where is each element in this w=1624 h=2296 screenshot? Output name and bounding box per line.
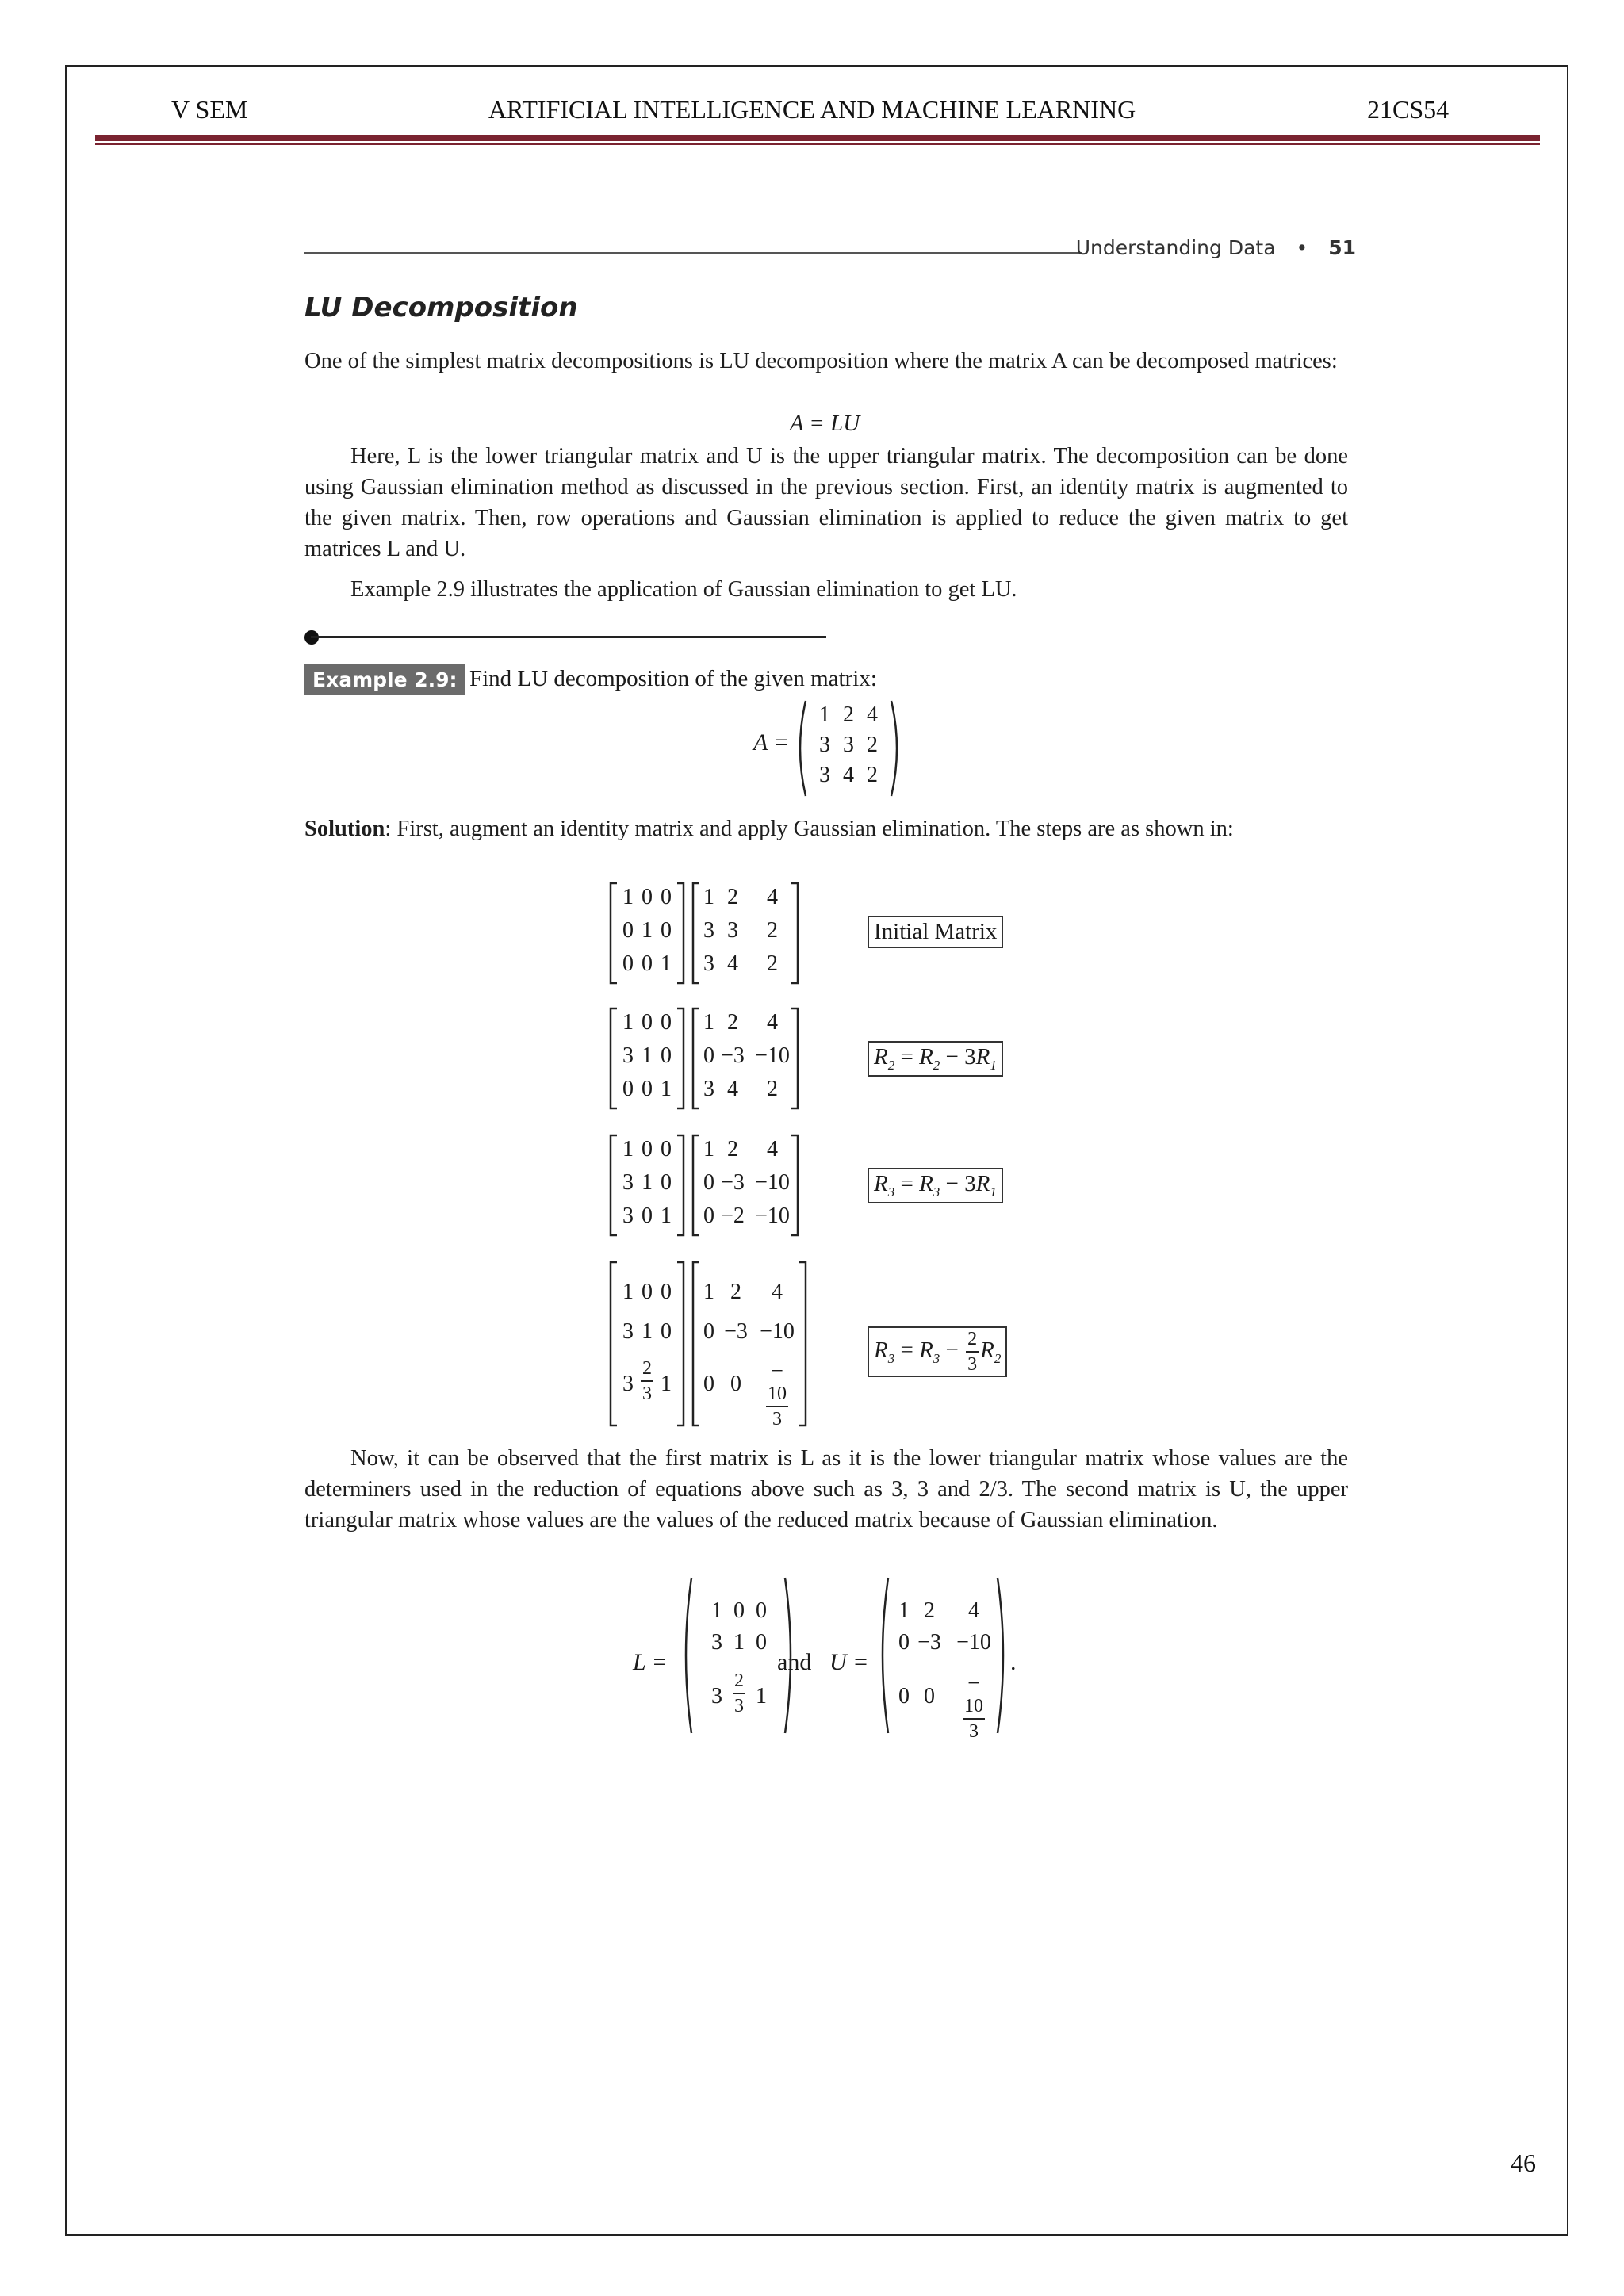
- header-rule: [95, 135, 1540, 141]
- step-3-left-matrix: [607, 1134, 687, 1237]
- matrix-u-cell: 0: [924, 1684, 935, 1709]
- step-left-matrix-cell: 0: [642, 1077, 653, 1101]
- matrix-a-cell: 2: [867, 763, 878, 787]
- step-left-matrix-cell: 1: [661, 951, 672, 976]
- step-right-matrix-cell: 3: [703, 951, 714, 976]
- step-left-matrix-cell: 0: [642, 1280, 653, 1304]
- example-prompt: Find LU decomposition of the given matrix:: [469, 666, 877, 691]
- matrix-a-cell: 3: [843, 733, 854, 757]
- book-page-header: [293, 230, 1356, 265]
- step-3-right-matrix: [690, 1134, 801, 1237]
- step-2-operation: $R_2 = R_2 - 3R_1$: [868, 1041, 1003, 1077]
- paragraph-description: Here, L is the lower triangular matrix and U is the upper triangular matrix. The decomposition can be done using Gaussian elimination method as discussed in the previous section. First, an identity matrix is augmented to the given matrix. Then, row operations and Gaussian elimination is applied to reduce the given matrix to get matrices L and U.: [304, 444, 1348, 561]
- matrix-l-cell: 0: [733, 1598, 745, 1623]
- header-rule-thin: [95, 144, 1540, 145]
- step-left-matrix-cell: 3: [622, 1170, 634, 1195]
- book-chapter-name: Understanding Data: [1075, 236, 1276, 259]
- matrix-l-cell: 1: [733, 1630, 745, 1655]
- step-right-matrix-cell: 4: [727, 951, 738, 976]
- step-right-matrix-cell: −10: [755, 1043, 790, 1068]
- step-1-right-matrix: [690, 882, 801, 985]
- step-4-right-matrix: [690, 1261, 809, 1427]
- step-left-matrix-cell: 0: [622, 1077, 634, 1101]
- step-right-matrix-cell: 4: [767, 1137, 778, 1161]
- book-header-text: [1076, 236, 1356, 259]
- running-header-semester: V SEM: [171, 95, 248, 124]
- step-right-matrix-cell: 4: [772, 1280, 783, 1304]
- step-4-operation: $R_3 = R_3$ − $\frac{2}{3}$ $R_2$: [868, 1326, 1007, 1377]
- running-header-course-code: 21CS54: [1367, 95, 1450, 124]
- step-left-matrix-cell: 1: [622, 1280, 634, 1304]
- step-left-matrix-cell: 1: [661, 1077, 672, 1101]
- step-left-matrix-cell: 3: [622, 1372, 634, 1396]
- step-left-matrix-cell: 0: [642, 885, 653, 909]
- example-rule: [311, 636, 826, 638]
- step-left-matrix-cell: 1: [622, 1137, 634, 1161]
- step-left-matrix-cell: 0: [661, 1319, 672, 1344]
- step-left-matrix-cell: 0: [661, 1137, 672, 1161]
- step-right-matrix-cell: 2: [727, 1137, 738, 1161]
- step-1-operation: Initial Matrix: [868, 916, 1003, 948]
- step-right-matrix-cell: 3: [703, 1077, 714, 1101]
- step-right-matrix-cell: 0: [703, 1170, 714, 1195]
- step-right-matrix-cell: 0: [703, 1372, 714, 1396]
- matrix-a-cell: 2: [867, 733, 878, 757]
- step-right-matrix-cell: 1: [703, 1010, 714, 1035]
- step-2-left-matrix: [607, 1007, 687, 1110]
- matrix-a-label: A =: [753, 729, 790, 756]
- step-right-matrix-cell: 2: [727, 1010, 738, 1035]
- matrix-l-cell: 0: [756, 1598, 767, 1623]
- matrix-a-cell: 4: [843, 763, 854, 787]
- matrix-a-cell: 3: [819, 733, 830, 757]
- step-right-matrix-cell: −2: [721, 1203, 745, 1228]
- scanned-book-page: [293, 230, 1356, 1776]
- step-left-matrix-cell: 0: [642, 1137, 653, 1161]
- paragraph-solution: [304, 813, 1348, 844]
- step-right-matrix-cell: −3: [721, 1170, 745, 1195]
- step-right-matrix-cell: −3: [721, 1043, 745, 1068]
- step-left-matrix-cell: 0: [642, 1010, 653, 1035]
- step-4-left-matrix: [607, 1261, 687, 1427]
- matrix-u-cell: −3: [917, 1630, 941, 1655]
- step-left-matrix-cell: 1: [642, 1043, 653, 1068]
- matrix-l-cell: 1: [756, 1684, 767, 1709]
- step-left-matrix-cell: 1: [642, 1170, 653, 1195]
- matrix-l-cell: 0: [756, 1630, 767, 1655]
- step-right-matrix-cell: 2: [727, 885, 738, 909]
- step-left-matrix-cell: $\frac{2}{3}$: [642, 1358, 652, 1404]
- step-right-matrix-cell: 3: [703, 918, 714, 943]
- step-left-matrix-cell: 1: [642, 1319, 653, 1344]
- matrix-l-label: L =: [633, 1649, 668, 1675]
- step-left-matrix-cell: 0: [622, 918, 634, 943]
- step-right-matrix-cell: −10: [755, 1170, 790, 1195]
- section-title: LU Decomposition: [304, 292, 578, 323]
- step-right-matrix-cell: 3: [727, 918, 738, 943]
- matrix-l-cell: 1: [711, 1598, 722, 1623]
- matrix-a-cell: 1: [819, 702, 830, 727]
- step-right-matrix-cell: 4: [727, 1077, 738, 1101]
- step-left-matrix-cell: 0: [661, 1010, 672, 1035]
- step-left-matrix-cell: 0: [622, 951, 634, 976]
- book-header-bullet: •: [1296, 236, 1308, 259]
- step-left-matrix-cell: 0: [642, 1203, 653, 1228]
- matrix-a-cell: 4: [867, 702, 878, 727]
- step-right-matrix-cell: 1: [703, 1280, 714, 1304]
- step-right-matrix-cell: 0: [703, 1043, 714, 1068]
- step-right-matrix-cell: 2: [730, 1280, 741, 1304]
- step-left-matrix-cell: 1: [622, 1010, 634, 1035]
- matrix-u-cell: 2: [924, 1598, 935, 1623]
- step-left-matrix-cell: 0: [642, 951, 653, 976]
- book-page-number: 51: [1328, 236, 1356, 259]
- matrix-a-cell: 2: [843, 702, 854, 727]
- step-left-matrix-cell: 1: [622, 885, 634, 909]
- matrix-u-cell: 0: [898, 1630, 910, 1655]
- step-right-matrix-cell: 4: [767, 1010, 778, 1035]
- step-right-matrix-cell: − $\frac{10}{3}$: [768, 1359, 787, 1429]
- step-1-left-matrix: [607, 882, 687, 985]
- matrix-u-cell: 4: [968, 1598, 979, 1623]
- step-right-matrix-cell: 0: [703, 1319, 714, 1344]
- step-left-matrix-cell: 1: [642, 918, 653, 943]
- solution-text: : First, augment an identity matrix and apply Gaussian elimination. The steps are as shown in:: [385, 817, 1234, 841]
- step-left-matrix-cell: 0: [661, 1170, 672, 1195]
- step-right-matrix-cell: −10: [755, 1203, 790, 1228]
- equation-a-equals-lu: A = LU: [789, 411, 860, 436]
- step-right-matrix-cell: 0: [703, 1203, 714, 1228]
- running-header-course-title: ARTIFICIAL INTELLIGENCE AND MACHINE LEARNING: [488, 95, 1136, 124]
- step-left-matrix-cell: 0: [661, 1043, 672, 1068]
- step-left-matrix-cell: 0: [661, 885, 672, 909]
- step-3-operation: $R_3 = R_3 - 3R_1$: [868, 1168, 1003, 1203]
- matrix-u-cell: − $\frac{10}{3}$: [964, 1671, 983, 1742]
- matrix-u: [875, 1576, 1010, 1742]
- step-left-matrix-cell: 3: [622, 1043, 634, 1068]
- matrix-l-cell: $\frac{2}{3}$: [734, 1670, 744, 1716]
- book-header-rule: [304, 252, 1082, 254]
- and-text: and: [777, 1649, 812, 1675]
- matrix-a-cell: 3: [819, 763, 830, 787]
- step-right-matrix-cell: 0: [730, 1372, 741, 1396]
- final-period: .: [1010, 1649, 1017, 1675]
- step-left-matrix-cell: 0: [661, 1280, 672, 1304]
- page-number: 46: [1511, 2149, 1536, 2177]
- matrix-u-cell: −10: [956, 1630, 991, 1655]
- matrix-l-cell: 3: [711, 1684, 722, 1709]
- step-right-matrix-cell: 4: [767, 885, 778, 909]
- step-2-right-matrix: [690, 1007, 801, 1110]
- step-left-matrix-cell: 3: [622, 1319, 634, 1344]
- matrix-a: [793, 699, 904, 798]
- paragraph-intro: One of the simplest matrix decompositions is LU decomposition where the matrix A can be decomposed matrices:: [304, 349, 1338, 373]
- step-right-matrix-cell: 2: [767, 918, 778, 943]
- step-right-matrix-cell: 2: [767, 951, 778, 976]
- step-right-matrix-cell: 1: [703, 885, 714, 909]
- matrix-l-cell: 3: [711, 1630, 722, 1655]
- step-right-matrix-cell: 1: [703, 1137, 714, 1161]
- step-left-matrix-cell: 0: [661, 918, 672, 943]
- step-left-matrix-cell: 1: [661, 1203, 672, 1228]
- step-right-matrix-cell: −10: [760, 1319, 795, 1344]
- matrix-u-label: U =: [829, 1649, 869, 1675]
- paragraph-example-reference: Example 2.9 illustrates the application of Gaussian elimination to get LU.: [350, 577, 1017, 602]
- step-right-matrix-cell: −3: [724, 1319, 748, 1344]
- solution-label: Solution: [304, 817, 385, 841]
- step-left-matrix-cell: 1: [661, 1372, 672, 1396]
- matrix-u-cell: 1: [898, 1598, 910, 1623]
- step-right-matrix-cell: 2: [767, 1077, 778, 1101]
- matrix-u-cell: 0: [898, 1684, 910, 1709]
- example-badge: Example 2.9:: [304, 664, 465, 695]
- step-left-matrix-cell: 3: [622, 1203, 634, 1228]
- paragraph-conclusion: Now, it can be observed that the first matrix is L as it is the lower triangular matrix whose values are the determiners used in the reduction of equations above such as 3, 3 and 2/3. The second matrix is U, the upper triangular matrix whose values are the values of the reduced matrix because of Gaussian elimination.: [304, 1446, 1348, 1533]
